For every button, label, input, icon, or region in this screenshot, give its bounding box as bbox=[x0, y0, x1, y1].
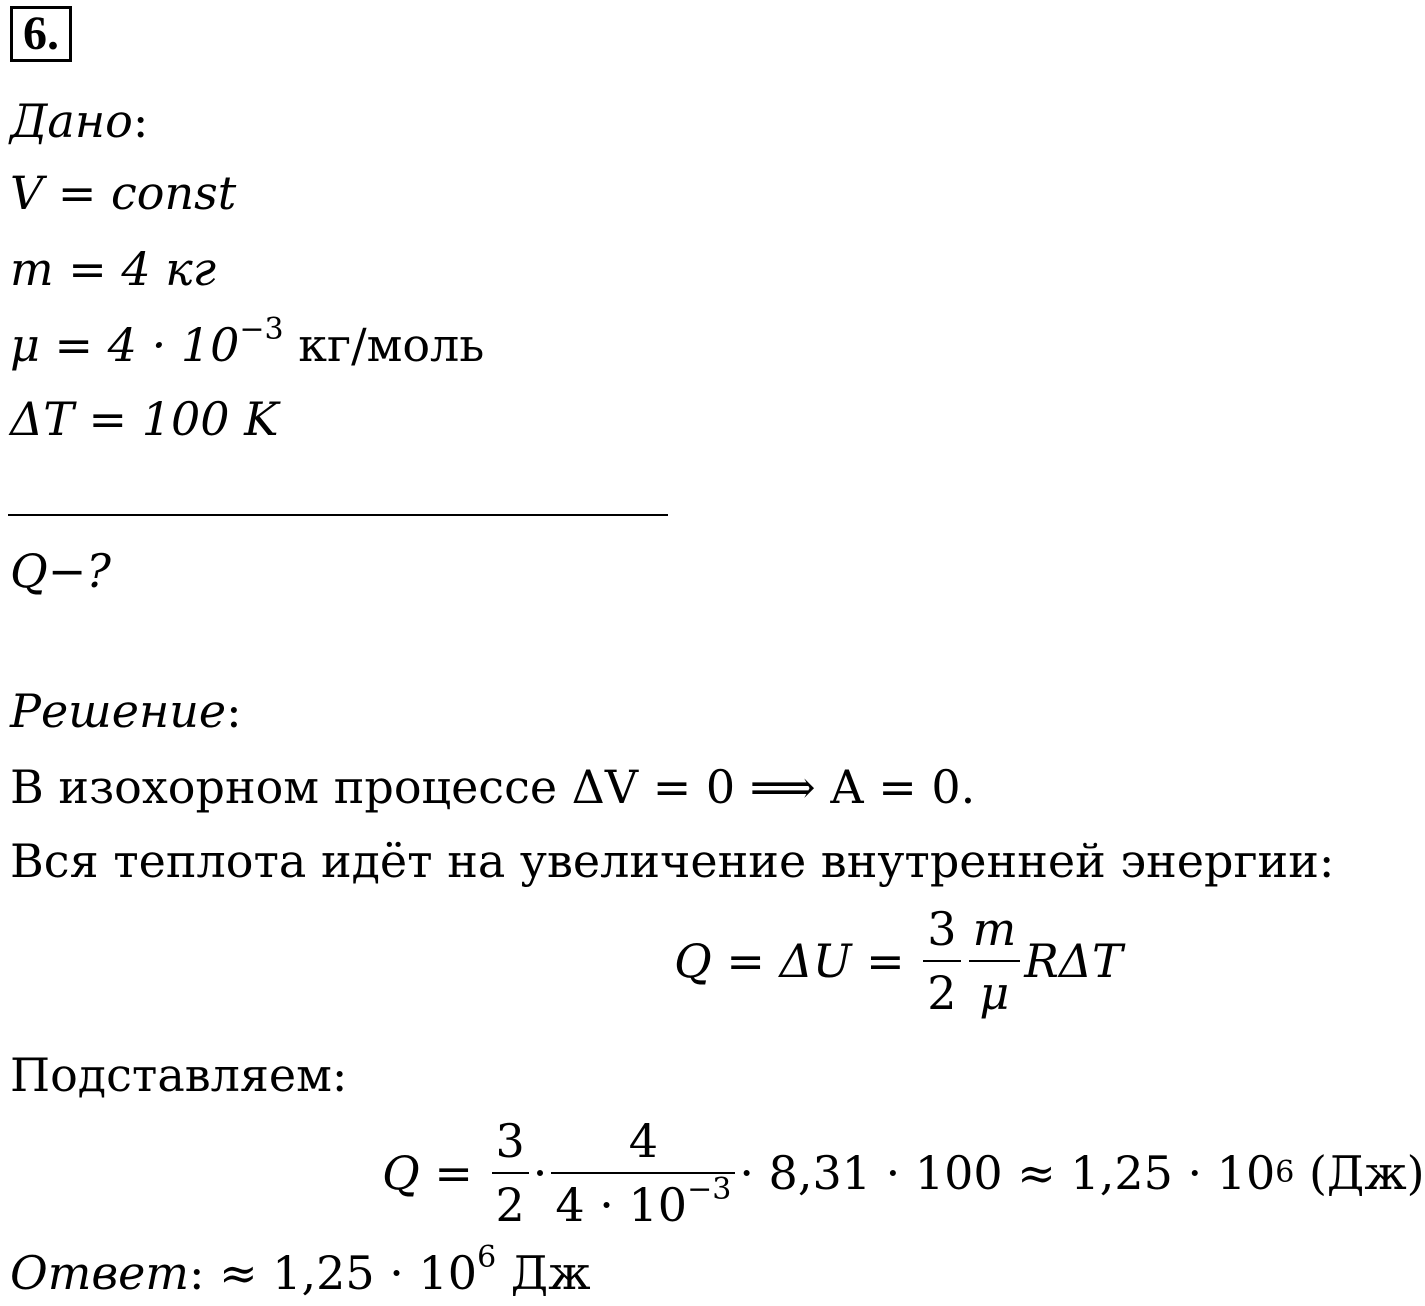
given-volume: V = const bbox=[10, 166, 237, 220]
formula2-f2-numerator: 4 bbox=[628, 1114, 658, 1168]
formula1-f1-bar bbox=[923, 960, 960, 962]
answer-label: Ответ bbox=[10, 1246, 189, 1300]
divider-line bbox=[8, 514, 668, 516]
answer-exponent: 6 bbox=[477, 1240, 497, 1275]
solution-heading-line bbox=[10, 684, 242, 738]
problem-number: 6. bbox=[10, 6, 72, 62]
answer-unit: Дж bbox=[496, 1246, 591, 1300]
formula2-f2-denominator bbox=[551, 1172, 735, 1232]
formula2-dot: · bbox=[532, 1146, 548, 1200]
solution-colon: : bbox=[226, 684, 242, 738]
formula1-f2-numerator: m bbox=[972, 902, 1017, 956]
formula2-f2-denominator-exponent: −3 bbox=[687, 1172, 732, 1207]
formula2-fraction-3-2 bbox=[492, 1114, 529, 1232]
formula-substitution: Q = $\frac{3}{2}$ · $\frac{4}{4 \cdot 10^{-3}}$ · 8,31 · 100 ≈ 1,25 · 10 6 (Дж) bbox=[382, 1114, 1425, 1232]
given-colon: : bbox=[132, 94, 149, 148]
solution-line-substitute: Подставляем: bbox=[10, 1048, 348, 1102]
given-mass: m = 4 кг bbox=[10, 242, 217, 296]
given-molar-mass-value: μ = 4 · 10 bbox=[10, 318, 240, 372]
formula1-fraction-3-2 bbox=[923, 902, 960, 1020]
given-heading: Дано bbox=[10, 94, 133, 148]
solution-heading: Решение bbox=[10, 684, 227, 738]
formula1-rhs: RΔT bbox=[1024, 934, 1123, 988]
answer-colon: : bbox=[188, 1246, 220, 1300]
formula2-f2-denominator-base: 4 · 10 bbox=[555, 1178, 688, 1232]
find-quantity: Q−? bbox=[10, 544, 111, 598]
given-delta-t: ΔT = 100 K bbox=[10, 392, 279, 446]
formula2-middle: · 8,31 · 100 ≈ 1,25 · 10 bbox=[739, 1146, 1276, 1200]
formula1-f1-numerator: 3 bbox=[927, 902, 957, 956]
given-molar-mass-exponent: −3 bbox=[239, 312, 284, 347]
formula-internal-energy bbox=[674, 902, 1123, 1020]
formula1-lhs: Q = ΔU = bbox=[674, 934, 920, 988]
given-molar-mass-unit: кг/моль bbox=[283, 318, 485, 372]
formula2-lhs: Q = bbox=[382, 1146, 488, 1200]
solution-line-isochoric: В изохорном процессе ΔV = 0 ⟹ A = 0. bbox=[10, 760, 976, 814]
formula2-f1-denominator: 2 bbox=[495, 1178, 525, 1232]
formula2-unit: (Дж) bbox=[1294, 1146, 1425, 1200]
answer-value: ≈ 1,25 · 10 bbox=[219, 1246, 478, 1300]
formula1-fraction-m-mu bbox=[969, 902, 1021, 1020]
formula2-f1-bar bbox=[492, 1172, 529, 1174]
formula1-f1-denominator: 2 bbox=[927, 966, 957, 1020]
given-molar-mass bbox=[10, 312, 485, 372]
answer-line bbox=[10, 1240, 591, 1300]
formula2-f1-numerator: 3 bbox=[495, 1114, 525, 1168]
formula1-f2-bar bbox=[969, 960, 1021, 962]
formula2-fraction-mass bbox=[551, 1114, 735, 1232]
solution-line-heat: Вся теплота идёт на увеличение внутренней энергии: bbox=[10, 834, 1335, 888]
formula1-f2-denominator: μ bbox=[979, 966, 1010, 1020]
given-heading-line bbox=[10, 94, 149, 148]
